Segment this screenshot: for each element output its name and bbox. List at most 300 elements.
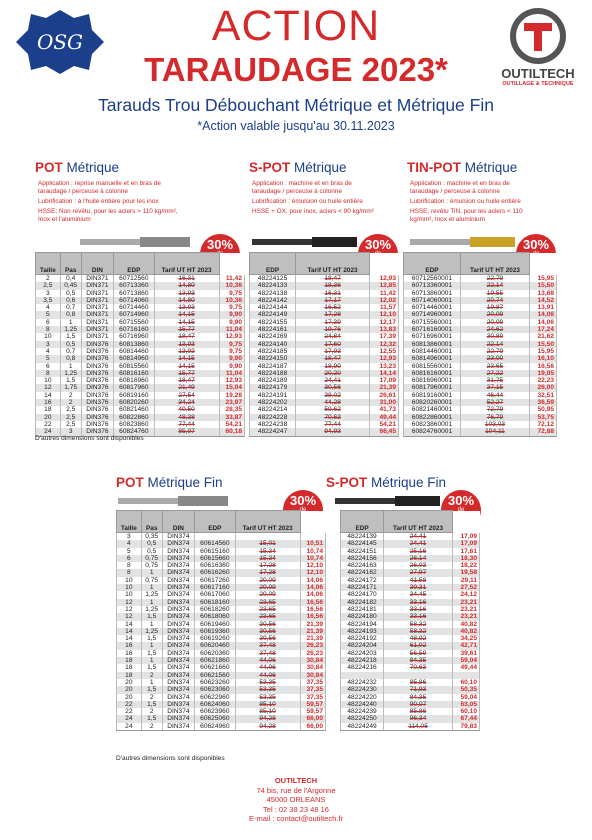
table-cell: 3 [60,428,81,436]
table-row [250,348,399,355]
table-cell: 40,82 [453,621,480,628]
table-cell: 28,35 [219,406,244,413]
table-cell: 0,5 [141,540,162,547]
table-row [250,326,399,333]
table-cell: 85,10 [235,708,300,715]
table-row [341,657,480,664]
table-cell: 60713360 [114,282,155,289]
table-cell: 20,09 [460,311,529,318]
col-header: Pas [60,253,81,275]
table-cell: 2,5 [60,414,81,421]
table-cell: DIN376 [81,363,113,370]
table-cell: 6 [117,555,142,562]
table-cell: DIN371 [81,319,113,326]
table-cell: 15,50 [529,341,556,348]
table-cell: 53,75 [529,414,556,421]
table-cell: 24,41 [296,377,370,384]
table-cell: 6 [36,319,61,326]
table-cell: 24,41 [384,540,453,547]
table-cell: DIN374 [162,664,194,671]
table-cell: 60713360001 [404,282,461,289]
bullet: Application : machine et en bras de taraudage / perceuse à colonne [252,180,352,195]
table-cell: 22,14 [460,341,529,348]
table-cell: 30,84 [300,657,325,664]
table-cell: 60817960001 [404,384,461,391]
table-cell: 37,48 [235,650,300,657]
table-cell: 11,57 [370,304,399,311]
table-cell: 11,04 [219,370,244,377]
table-cell: 48,38 [154,414,219,421]
table-cell: 40,50 [154,406,219,413]
table-cell: 20,09 [235,591,300,598]
table-cell: 4 [117,540,142,547]
table-row [404,304,557,311]
pot-title: POT Métrique [35,160,120,175]
table-cell: 48224161 [250,326,296,333]
table-row [404,297,557,304]
table-cell: 23,00 [460,355,529,362]
table-cell: 1,25 [141,606,162,613]
table-cell: 0,75 [141,562,162,569]
table-cell: 31,75 [460,377,529,384]
pot-bullets [38,180,188,226]
discount-badge: 30% [358,234,398,274]
tinpot-title: TIN-POT Métrique [407,160,518,175]
table-row [404,377,557,384]
table-cell: DIN376 [81,406,113,413]
table-cell: 60619460 [195,621,236,628]
table-cell: DIN374 [162,562,194,569]
table-cell: 26,00 [529,384,556,391]
table-cell: 59,04 [453,657,480,664]
table-cell: 16,52 [296,304,370,311]
table-cell: 9,90 [219,363,244,370]
potfin-note: D'autres dimensions sont disponibles [116,755,225,762]
table-cell: 10,36 [219,297,244,304]
table-cell: 19,28 [219,392,244,399]
col-header: EDP [114,253,155,275]
table-cell: DIN374 [162,606,194,613]
table-row [117,679,326,686]
table-cell: 66,00 [300,715,325,722]
table-cell: DIN374 [162,679,194,686]
email: E-mail : contact@outiltech.fr [249,814,343,824]
table-cell: 22 [117,708,142,715]
table-cell: 48224240 [341,701,384,708]
table-cell: DIN374 [162,657,194,664]
table-row [404,333,557,340]
table-cell: 17,39 [370,333,399,340]
table-cell: 13,68 [529,290,556,297]
table-row [250,399,399,406]
table-cell: 48224203 [341,650,384,657]
table-cell: 18,22 [453,562,480,569]
table-cell: 17,17 [296,297,370,304]
table-cell: 1,25 [141,628,162,635]
table-cell: 30,84 [300,664,325,671]
table-row [36,304,245,311]
table-cell: 60716960 [114,333,155,340]
table-cell: 1,5 [141,613,162,620]
table-row [36,275,245,283]
table-cell: 0,8 [60,311,81,318]
discount-badge: 30% [516,234,556,274]
table-cell: 14,15 [154,355,219,362]
bullet: Lubrification : émulsion ou huile entière [410,198,521,205]
phone: Tel : 02 38 23 48 16 [263,804,329,814]
table-cell: 15,77 [154,370,219,377]
table-cell: 12 [117,599,142,606]
table-cell: 59,62 [296,406,370,413]
table-row [341,599,480,606]
table-cell: 14,80 [154,297,219,304]
table-cell: 60815560 [114,363,155,370]
table-cell: 13,83 [370,326,399,333]
table-cell: 1,5 [60,333,81,340]
table-row [404,414,557,421]
table-cell: 22,23 [529,377,556,384]
table-cell: 60618260 [195,606,236,613]
table-row [36,399,245,406]
table-cell: 27,22 [460,370,529,377]
table-cell: 60715560 [114,319,155,326]
table-cell: 63,05 [453,701,480,708]
col-header: Tarif UT HT 2023 [235,511,300,533]
table-cell: 14,06 [300,577,325,584]
table-cell: 33,16 [384,599,453,606]
col-header-empty [529,253,556,275]
table-cell: 60617260 [195,577,236,584]
table-cell: 60716160001 [404,326,461,333]
table-row [250,275,399,283]
table-cell: 60823860001 [404,421,461,428]
table-cell: 12,93 [219,333,244,340]
tap-image [410,236,515,248]
table-cell: 17,61 [453,548,480,555]
table-cell: 18 [36,406,61,413]
table-cell: 20 [36,414,61,421]
table-cell: DIN374 [162,577,194,584]
table-cell: 48224125 [250,275,296,283]
discount-badge: 30% [283,490,323,530]
svg-text:OSG: OSG [36,30,84,54]
table-cell: 14 [117,628,142,635]
tap-image [335,495,440,507]
table-cell: DIN376 [81,414,113,421]
table-row [404,311,557,318]
table-cell: 1,5 [141,650,162,657]
table-cell: 60819160001 [404,392,461,399]
table-cell: 48224181 [341,606,384,613]
table-cell: 2 [141,672,162,679]
table-cell: 22,79 [460,275,529,283]
table-row [341,562,480,569]
table-row [117,723,326,731]
tinpot-bullets [410,180,540,226]
table-cell: 19,55 [460,290,529,297]
table-cell: 60713860001 [404,290,461,297]
table-cell: 60624060 [195,701,236,708]
table-row [117,686,326,693]
table-cell: 14,06 [529,319,556,326]
table-cell: 1,5 [141,715,162,722]
table-cell: 16,56 [300,613,325,620]
potfin-title: POT Métrique Fin [116,475,223,490]
table-row [36,333,245,340]
table-cell: 9,75 [219,348,244,355]
table-row [250,370,399,377]
table-cell: 50,35 [453,686,480,693]
col-header: Pas [141,511,162,533]
table-row [341,569,480,576]
table-cell: 37,48 [235,642,300,649]
table-row [404,392,557,399]
table-cell: 60714960 [114,311,155,318]
table-cell: 39,31 [384,584,453,591]
table-cell: 15,95 [529,348,556,355]
table-row [404,428,557,436]
table-cell: 30,56 [296,384,370,391]
table-cell: 60615660 [195,555,236,562]
table-cell: 5 [117,548,142,555]
table-cell: 14,52 [529,297,556,304]
table-cell: 9,90 [219,355,244,362]
table-cell: 12,10 [300,562,325,569]
table-cell: DIN371 [81,290,113,297]
table-cell: 60816160001 [404,370,461,377]
table-cell: 60,10 [453,708,480,715]
table-cell: 58,32 [384,628,453,635]
table-cell: 48224218 [341,657,384,664]
table-cell: DIN374 [162,621,194,628]
table-row [250,304,399,311]
table-cell: 17,28 [235,569,300,576]
table-cell: 60817960 [114,384,155,391]
spotfin-title: S-POT Métrique Fin [326,475,447,490]
table-row [36,392,245,399]
table-cell: 48224191 [250,392,296,399]
table-row [117,650,326,657]
table-cell: DIN371 [81,275,113,283]
table-cell: 84,35 [384,657,453,664]
table-row [404,421,557,428]
table-cell: 48224247 [250,428,296,436]
table-cell: 10 [117,591,142,598]
table-cell: 1 [141,599,162,606]
table-cell: 13,93 [154,348,219,355]
table-cell: 48224140 [250,341,296,348]
col-header: EDP [195,511,236,533]
table-cell: 30,56 [235,635,300,642]
table-cell: 32,51 [529,392,556,399]
table-cell: DIN376 [81,392,113,399]
col-header-empty [370,253,399,275]
table-cell: 44,06 [235,672,300,679]
table-cell: 54,21 [219,421,244,428]
table-row [36,290,245,297]
table-cell: 94,93 [296,428,370,436]
table-cell: 14,15 [154,311,219,318]
table-cell: 48224182 [341,599,384,606]
table-cell: 41,73 [370,406,399,413]
table-cell: 48224214 [250,406,296,413]
table-cell: 60616360 [195,562,236,569]
table-cell: 33,16 [384,613,453,620]
table-cell: 10 [117,577,142,584]
table-row [117,664,326,671]
table-cell: 60716160 [114,326,155,333]
table-row [250,333,399,340]
table-cell: 12,17 [370,319,399,326]
table-cell: 1 [60,319,81,326]
table-cell: 60616260 [195,569,236,576]
table-cell: 72,79 [460,406,529,413]
table-row [250,290,399,297]
table-cell: 1,25 [60,326,81,333]
table-cell: 60625060 [195,715,236,722]
table-cell: 29,11 [453,577,480,584]
table-row [36,370,245,377]
table-cell: 60714060001 [404,297,461,304]
table-cell: 94,28 [235,723,300,731]
col-header: EDP [250,253,296,275]
table-row [341,650,480,657]
outiltech-tagline: OUTILLAGE & TECHNIQUE [502,81,574,87]
table-cell: 48224142 [250,297,296,304]
table-row [341,672,480,679]
table-cell: 2 [60,399,81,406]
table-cell: 16 [117,642,142,649]
table-cell: 14,06 [300,591,325,598]
table-cell: 1 [141,679,162,686]
table-row [404,399,557,406]
col-header: Taille [117,511,142,533]
table-cell: 60814460 [114,348,155,355]
discount-badge: 30% [441,490,481,530]
table-cell: 44,06 [235,664,300,671]
table-cell: 26,14 [384,555,453,562]
table-cell: 60715560001 [404,319,461,326]
table-cell: 85,10 [235,701,300,708]
table-row [117,548,326,555]
table-cell: 94,28 [235,715,300,722]
table-cell: 49,44 [453,664,480,671]
table-cell: 1 [141,657,162,664]
table-cell: 60814960 [114,355,155,362]
table-cell: 8 [36,370,61,377]
table-cell: 14,15 [154,363,219,370]
table-cell: 16,56 [300,606,325,613]
tinpot-table [403,252,557,437]
table-cell: 60813860 [114,341,155,348]
table-cell: 60820260001 [404,399,461,406]
table-cell: 10 [36,333,61,340]
table-cell: 15,34 [235,548,300,555]
table-cell: 44,28 [296,399,370,406]
table-cell: 14 [117,621,142,628]
table-cell: 60620360 [195,650,236,657]
table-cell: 61,02 [384,642,453,649]
table-cell: 9,75 [219,290,244,297]
table-row [404,319,557,326]
table-cell: 22,79 [460,348,529,355]
table-cell: DIN371 [81,304,113,311]
table-cell: 15,01 [235,540,300,547]
table-cell: DIN374 [162,540,194,547]
table-row [341,533,480,541]
table-cell: 0,6 [60,297,81,304]
table-cell: 48224185 [250,348,296,355]
table-row [341,664,480,671]
table-cell: 9,75 [219,341,244,348]
address-street: 74 bis, rue de l'Argonne [256,785,336,795]
table-cell: 59,57 [300,701,325,708]
table-cell: 48224138 [250,290,296,297]
table-cell: 48224238 [250,421,296,428]
bullet: HSSE; revêtu TiN, pour les aciers < 110 kg/mm², Inox et aluminium [410,208,523,223]
table-cell: 16,31 [296,290,370,297]
table-cell: 22,14 [460,282,529,289]
table-cell: 10,51 [300,540,325,547]
table-cell: 60816960001 [404,377,461,384]
table-cell: 26,23 [300,642,325,649]
table-cell: 12 [117,613,142,620]
table-cell: 40,82 [453,628,480,635]
table-cell: DIN374 [162,613,194,620]
table-cell: 60714460001 [404,304,461,311]
table-cell: 16,31 [154,275,219,283]
table-cell: 41,58 [384,577,453,584]
table-row [341,621,480,628]
table-row [250,414,399,421]
table-row [341,715,480,722]
table-cell: 3,5 [36,297,61,304]
table-cell: 24 [36,428,61,436]
table-cell: 4 [36,348,61,355]
table-cell: 60618060 [195,613,236,620]
table-cell: 23,65 [460,363,529,370]
table-row [341,628,480,635]
table-cell: DIN376 [81,370,113,377]
table-cell: 60814960001 [404,355,461,362]
table-row [341,577,480,584]
table-row [341,679,480,686]
table-row [117,628,326,635]
table-cell: DIN371 [81,311,113,318]
headline-title: TARAUDAGE 2023* [144,51,448,88]
table-cell: 48224139 [341,533,384,541]
table-cell: 10,36 [219,282,244,289]
table-cell: DIN374 [162,672,194,679]
table-cell: 90,07 [384,701,453,708]
table-cell: 85,86 [384,708,453,715]
table-cell: 14 [36,392,61,399]
table-cell: 19,58 [453,569,480,576]
table-row [341,701,480,708]
discount-badge: 30% [200,234,240,274]
table-row [117,540,326,547]
table-cell: 34,45 [384,591,453,598]
table-cell: 60623960 [195,708,236,715]
table-cell: 53,35 [235,686,300,693]
table-cell: DIN374 [162,599,194,606]
table-cell: 1,5 [141,686,162,693]
table-row [117,606,326,613]
table-cell: 48224155 [250,319,296,326]
outiltech-logo [486,6,590,98]
table-cell: 1 [141,621,162,628]
table-cell: 30,56 [235,628,300,635]
